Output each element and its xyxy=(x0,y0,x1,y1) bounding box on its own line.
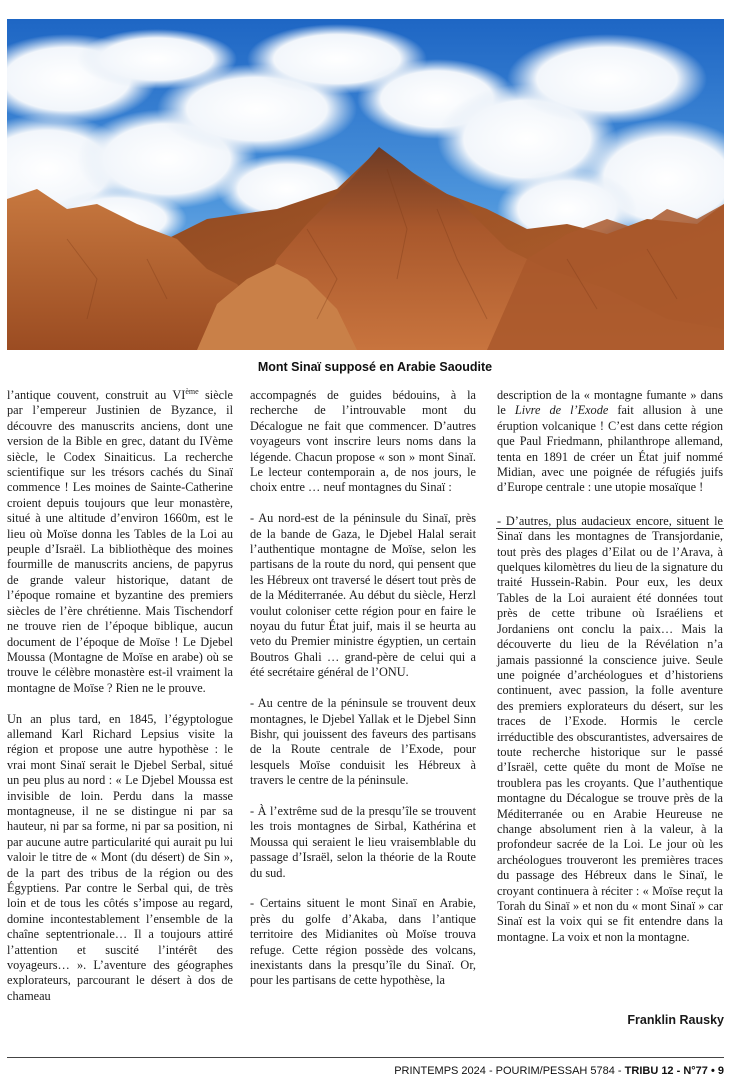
magazine-name: TRIBU 12 xyxy=(624,1065,674,1077)
paragraph: - D’autres, plus audacieux encore, situent le Sinaï dans les montagnes de Transjordanie, tout près des plages d’Eilat ou de l’Arava, à quelques kilomètres du lieu de la signature du traité Hussein-Rabin. Pour eux, les deux Tables de la Loi auraient été données tout près de cette tribune où Israéliens et Jordaniens ont conclu la paix… Mais la découverte du lieu de la Révélation n’a jamais passionné la conscience juive. Seule une poignée d’archéologues et d’historiens continuent, avec passion, la folle aventure des premiers explorateurs du désert, sur les traces de l’Exode. Hormis le cercle irréductible des obscurantistes, adversaires de toute recherche historique sur le passé d’Israël, cette quête du mont de Moïse ne troublera pas les croyants. Que l’authentique montagne du Décalogue se trouve près de la Méditerranée ou en Arabie Heureuse ne change absolument rien à la valeur, à la profondeur sacrée de la Loi. Le jour où les archéologues trouveront les premières traces du passage des Hébreux dans le Sinaï, le croyant continuera à réciter : « Moïse reçut la Torah du Sinaï » et non du « mont Sinaï » car Sinaï est la voix qui se fit entendre dans la montagne. La voix et non la montagne. xyxy=(497,513,723,944)
paragraph: - À l’extrême sud de la presqu’île se trouvent les trois montagnes de Sirbal, Kathérina et Moussa qui seraient le lieu vraisemblable du passage d’Israël, selon la théorie de la Route du sud. xyxy=(250,803,476,880)
text-run: description de la « montagne fumante » dans le xyxy=(497,388,723,418)
footer-rule xyxy=(7,1057,724,1058)
article-column-3 xyxy=(497,388,723,945)
paragraph xyxy=(7,388,233,696)
text-run: fait allusion à une éruption volcanique ! C’est dans cette région que Paul Friedmann, philanthrope allemand, tenta en 1891 de créer un État juif nommé Midian, avec une poignée de réfugiés juifs d’Europe centrale : une utopie mosaïque ! xyxy=(497,403,723,495)
article-column-1 xyxy=(7,388,233,1004)
paragraph: - Au centre de la péninsule se trouvent deux montagnes, le Djebel Yallak et le Djebel Sinn Bishr, qui jouissent des faveurs des partisans de la Route centrale de l’Exode, pour lesquels Moïse conduisit les Hébreux à travers le centre de la péninsule. xyxy=(250,696,476,788)
text-run: siècle par l’empereur Justinien de Byzance, il découvre des manuscrits anciens, dont une version de la Bible en grec, datant du IVème siècle, le Codex Sinaiticus. La recherche scientifique sur les trésors cachés du Sinaï commence ! Les moines de Sainte-Catherine croient depuis toujours que leur monastère, situé à une altitude d’environ 1660m, est le lieu où Moïse donna les Tables de la Loi au peuple d’Israël. La bibliothèque des moines fourmille de manuscrits anciens, de papyrus de grande valeur historique, datant de l’époque romaine et byzantine des premiers siècles de l’ère chrétienne. Mais Tischendorf ne trouve rien de l’époque biblique, aucun document de l’époque de Moïse ! Le Djebel Moussa (Montagne de Moïse en arabe) où se trouve le célèbre monastère est-il vraiment la montagne de Moïse ? Rien ne le prouve. xyxy=(7,388,233,695)
paragraph: accompagnés de guides bédouins, à la recherche de l’introuvable mont du Décalogue ne fait que commencer. D’autres voyageurs vont inscrire leurs noms dans la légende. Chacun propose « son » mont Sinaï. Le lecteur contemporain a, de nos jours, le choix entre … neuf montagnes du Sinaï : xyxy=(250,388,476,495)
text-run: l’antique couvent, construit au VI xyxy=(7,388,186,402)
book-title: Livre de l’Exode xyxy=(514,403,609,418)
photo-caption: Mont Sinaï supposé en Arabie Saoudite xyxy=(257,360,493,374)
superscript: ème xyxy=(185,386,199,396)
page-footer xyxy=(7,1065,724,1077)
page-number: - N°77 • 9 xyxy=(673,1065,724,1077)
paragraph: Un an plus tard, en 1845, l’égyptologue allemand Karl Richard Lepsius visite la région et propose une autre hypothèse : le vrai mont Sinaï serait le Djebel Serbal, situé un peu plus au nord : « Le Djebel Moussa est invisible de loin. Perdu dans la masse montagneuse, il ne se distingue ni par sa hauteur, ni par sa forme, ni par sa position, ni par aucune autre particularité qui aurait pu lui valoir le titre de « Mont (du désert) de Sin », de la part des tribus de la région ou des Égyptiens. Par contre le Serbal qui, de très loin et de tous les côtés s’impose au regard, domine incontestablement l’ensemble de la chaîne septentrionale… Il a toujours attiré l’attention et suscité l’intérêt des voyageurs… ». L’aventure des géographes explorateurs, parcourant le désert à dos de chameau xyxy=(7,711,233,1003)
mountain-photo xyxy=(7,19,724,350)
column-separator xyxy=(496,528,724,529)
issue-info: PRINTEMPS 2024 - POURIM/PESSAH 5784 - xyxy=(394,1065,625,1077)
paragraph: - Certains situent le mont Sinaï en Arabie, près du golfe d’Akaba, dans l’antique territoire des Midianites où Moïse trouva refuge. Cette région possède des volcans, inexistants dans la presqu’île du Sinaï. Or, pour les partisans de cette hypothèse, la xyxy=(250,896,476,988)
article-column-2 xyxy=(250,388,476,989)
paragraph: - Au nord-est de la péninsule du Sinaï, près de la bande de Gaza, le Djebel Halal serait l’authentique montagne de Moïse, selon les partisans de la route du nord, qui pensent que les Hébreux ont traversé le désert tout près de de la Méditerranée. Au début du siècle, Herzl voulut coloniser cette région pour en faire le noyau du futur État juif, mais il se heurta au veto du Premier ministre égyptien, un certain Boutros Ghali … grand-père de celui qui a été secrétaire général de l’ONU. xyxy=(250,511,476,680)
paragraph xyxy=(497,388,723,496)
mountain-illustration xyxy=(7,19,724,350)
author-signature: Franklin Rausky xyxy=(627,1013,724,1027)
